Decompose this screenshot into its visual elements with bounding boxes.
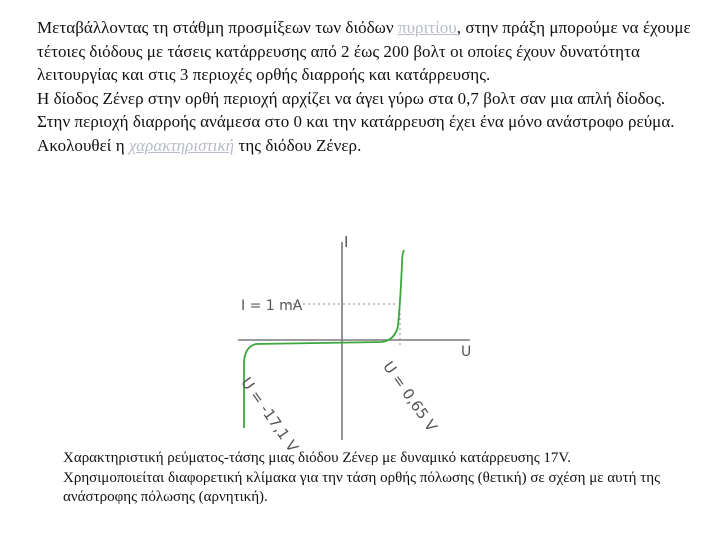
caption-line-2: Χρησιμοποιείται διαφορετική κλίμακα για την τάση ορθής πόλωσης (θετική) σε σχέση με αυτή της ανάστροφης πόλωσης (αρνητική). [63,469,661,506]
paragraph-1 [37,16,697,87]
voltage-axis-label: U [461,344,472,360]
current-1ma-label: I = 1 mA [241,298,303,314]
paragraph-4-end: της διόδου Ζένερ. [234,135,362,155]
current-axis-label: I [344,233,349,251]
caption-line-1: Χαρακτηριστική ρεύματος-τάσης μιας διόδου Ζένερ με δυναμικό κατάρρευσης 17V. [63,450,572,466]
paragraph-1-start: Μεταβάλλοντας τη στάθμη προσμίξεων των διόδων [37,18,398,37]
paragraph-4 [37,134,697,158]
paragraph-2: Η δίοδος Ζένερ στην ορθή περιοχή αρχίζει να άγει γύρω στα 0,7 βολτ σαν μια απλή δίοδος. [37,88,666,108]
paragraph-3: Στην περιοχή διαρροής ανάμεσα στο 0 και την κατάρρευση έχει ένα μόνο ανάστροφο ρεύμα. [37,112,675,132]
paragraph-4-start: Ακολουθεί η [37,135,129,155]
paragraph-1-end: , στην πράξη μπορούμε να έχουμε τέτοιες διόδους με τάσεις κατάρρευσης από 2 έως 200 βολτ οι οποίες έχουν δυνατότητα λειτουργίας και στις 3 περιοχές ορθής διαρροής και κατάρρευσης. [37,18,691,85]
silicon-link[interactable]: πυριτίου [397,18,457,37]
zener-iv-diagram [226,233,488,456]
forward-voltage-label: U = 0,65 V [379,358,441,436]
characteristic-link[interactable]: χαρακτηριστική [128,135,235,155]
breakdown-voltage-label: U = -17,1 V [237,374,302,456]
figure-caption [63,449,703,508]
main-text [37,16,697,158]
